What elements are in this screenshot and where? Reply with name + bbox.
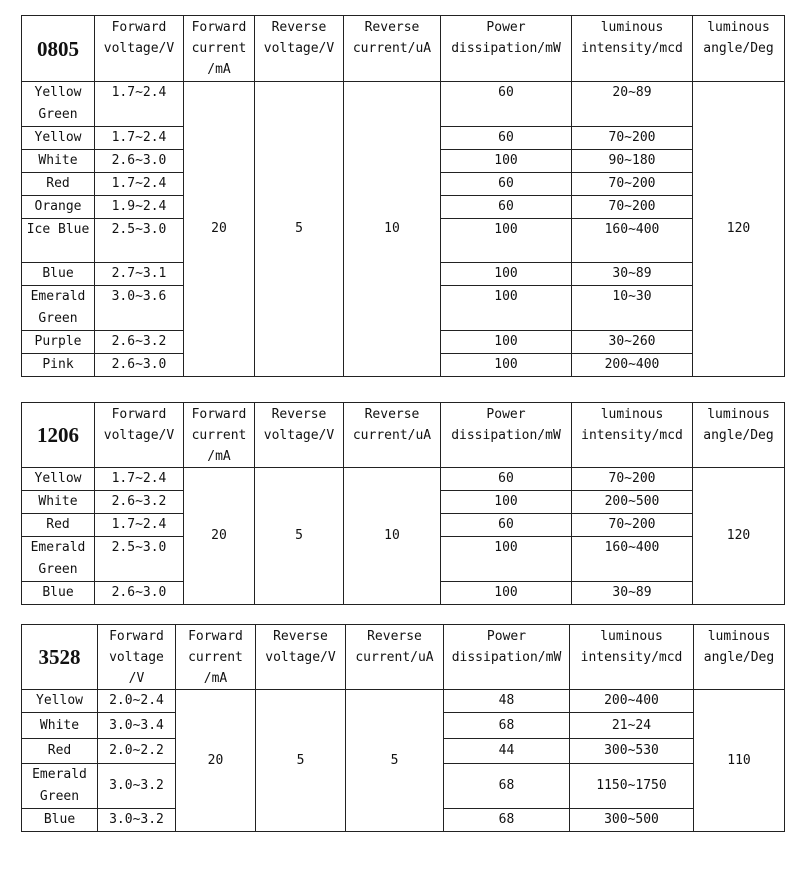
angle-cell: 110: [694, 690, 785, 832]
power-cell: 60: [441, 514, 572, 537]
header-luminous-intensity: luminous intensity/mcd: [572, 16, 693, 82]
intensity-cell: 30~260: [572, 331, 693, 354]
forward-voltage-cell: 2.6~3.0: [95, 150, 184, 173]
intensity-cell: 200~500: [572, 491, 693, 514]
power-cell: 60: [441, 196, 572, 219]
color-cell: Red: [22, 514, 95, 537]
power-cell: 60: [441, 82, 572, 127]
power-cell: 100: [441, 537, 572, 582]
header-forward-voltage: Forward voltage /V: [98, 625, 176, 690]
color-cell: Blue: [22, 582, 95, 605]
intensity-cell: 70~200: [572, 173, 693, 196]
header-forward-voltage: Forward voltage/V: [95, 403, 184, 468]
color-cell: Emerald Green: [22, 764, 98, 809]
power-cell: 44: [444, 739, 570, 764]
intensity-cell: 160~400: [572, 219, 693, 263]
model-label: 0805: [22, 16, 95, 82]
color-cell: Red: [22, 739, 98, 764]
header-forward-voltage: Forward voltage/V: [95, 16, 184, 82]
intensity-cell: 20~89: [572, 82, 693, 127]
intensity-cell: 90~180: [572, 150, 693, 173]
header-reverse-voltage: Reverse voltage/V: [256, 625, 346, 690]
power-cell: 100: [441, 263, 572, 286]
header-reverse-voltage: Reverse voltage/V: [255, 403, 344, 468]
intensity-cell: 30~89: [572, 263, 693, 286]
intensity-cell: 200~400: [572, 354, 693, 377]
forward-voltage-cell: 3.0~3.2: [98, 764, 176, 809]
header-power-dissipation: Power dissipation/mW: [444, 625, 570, 690]
header-reverse-current: Reverse current/uA: [346, 625, 444, 690]
power-cell: 48: [444, 690, 570, 713]
forward-current-cell: 20: [184, 82, 255, 377]
color-cell: White: [22, 150, 95, 173]
header-forward-current: Forward current /mA: [176, 625, 256, 690]
forward-current-cell: 20: [176, 690, 256, 832]
header-luminous-intensity: luminous intensity/mcd: [570, 625, 694, 690]
model-label: 3528: [22, 625, 98, 690]
color-cell: Emerald Green: [22, 537, 95, 582]
angle-cell: 120: [693, 468, 785, 605]
intensity-cell: 200~400: [570, 690, 694, 713]
intensity-cell: 30~89: [572, 582, 693, 605]
power-cell: 60: [441, 468, 572, 491]
power-cell: 100: [441, 286, 572, 331]
header-power-dissipation: Power dissipation/mW: [441, 16, 572, 82]
forward-voltage-cell: 2.6~3.2: [95, 331, 184, 354]
forward-voltage-cell: 2.6~3.0: [95, 354, 184, 377]
power-cell: 68: [444, 764, 570, 809]
header-reverse-voltage: Reverse voltage/V: [255, 16, 344, 82]
color-cell: Blue: [22, 809, 98, 832]
forward-voltage-cell: 2.0~2.2: [98, 739, 176, 764]
power-cell: 68: [444, 809, 570, 832]
header-luminous-angle: luminous angle/Deg: [693, 16, 785, 82]
color-cell: Yellow: [22, 468, 95, 491]
forward-voltage-cell: 2.6~3.0: [95, 582, 184, 605]
header-reverse-current: Reverse current/uA: [344, 16, 441, 82]
color-cell: Orange: [22, 196, 95, 219]
color-cell: Ice Blue: [22, 219, 95, 263]
intensity-cell: 10~30: [572, 286, 693, 331]
power-cell: 60: [441, 127, 572, 150]
forward-voltage-cell: 1.7~2.4: [95, 127, 184, 150]
header-row: [22, 403, 785, 468]
power-cell: 100: [441, 582, 572, 605]
table-row: [22, 468, 785, 491]
intensity-cell: 70~200: [572, 127, 693, 150]
header-forward-current: Forward current /mA: [184, 16, 255, 82]
spec-table-3528: [21, 624, 785, 832]
model-label: 1206: [22, 403, 95, 468]
header-power-dissipation: Power dissipation/mW: [441, 403, 572, 468]
reverse-current-cell: 10: [344, 468, 441, 605]
header-luminous-angle: luminous angle/Deg: [693, 403, 785, 468]
reverse-current-cell: 5: [346, 690, 444, 832]
angle-cell: 120: [693, 82, 785, 377]
power-cell: 100: [441, 354, 572, 377]
table-row: [22, 82, 785, 127]
forward-voltage-cell: 3.0~3.2: [98, 809, 176, 832]
table-row: [22, 690, 785, 713]
forward-voltage-cell: 2.5~3.0: [95, 537, 184, 582]
color-cell: Yellow: [22, 690, 98, 713]
spec-table-1206: [21, 402, 785, 605]
intensity-cell: 70~200: [572, 514, 693, 537]
header-reverse-current: Reverse current/uA: [344, 403, 441, 468]
color-cell: Purple: [22, 331, 95, 354]
color-cell: Yellow: [22, 127, 95, 150]
forward-voltage-cell: 3.0~3.6: [95, 286, 184, 331]
forward-voltage-cell: 2.5~3.0: [95, 219, 184, 263]
forward-voltage-cell: 1.7~2.4: [95, 468, 184, 491]
intensity-cell: 70~200: [572, 468, 693, 491]
color-cell: Red: [22, 173, 95, 196]
header-forward-current: Forward current /mA: [184, 403, 255, 468]
color-cell: Pink: [22, 354, 95, 377]
power-cell: 100: [441, 150, 572, 173]
intensity-cell: 1150~1750: [570, 764, 694, 809]
color-cell: White: [22, 713, 98, 739]
power-cell: 60: [441, 173, 572, 196]
forward-voltage-cell: 2.6~3.2: [95, 491, 184, 514]
header-row: [22, 625, 785, 690]
forward-voltage-cell: 1.7~2.4: [95, 82, 184, 127]
intensity-cell: 70~200: [572, 196, 693, 219]
color-cell: Yellow Green: [22, 82, 95, 127]
intensity-cell: 21~24: [570, 713, 694, 739]
header-row: [22, 16, 785, 82]
reverse-voltage-cell: 5: [256, 690, 346, 832]
power-cell: 100: [441, 491, 572, 514]
intensity-cell: 300~530: [570, 739, 694, 764]
power-cell: 68: [444, 713, 570, 739]
forward-voltage-cell: 3.0~3.4: [98, 713, 176, 739]
color-cell: Emerald Green: [22, 286, 95, 331]
header-luminous-angle: luminous angle/Deg: [694, 625, 785, 690]
power-cell: 100: [441, 331, 572, 354]
color-cell: Blue: [22, 263, 95, 286]
power-cell: 100: [441, 219, 572, 263]
intensity-cell: 160~400: [572, 537, 693, 582]
header-luminous-intensity: luminous intensity/mcd: [572, 403, 693, 468]
forward-voltage-cell: 1.7~2.4: [95, 173, 184, 196]
forward-voltage-cell: 2.0~2.4: [98, 690, 176, 713]
reverse-current-cell: 10: [344, 82, 441, 377]
forward-voltage-cell: 1.9~2.4: [95, 196, 184, 219]
reverse-voltage-cell: 5: [255, 468, 344, 605]
intensity-cell: 300~500: [570, 809, 694, 832]
forward-voltage-cell: 1.7~2.4: [95, 514, 184, 537]
forward-voltage-cell: 2.7~3.1: [95, 263, 184, 286]
color-cell: White: [22, 491, 95, 514]
reverse-voltage-cell: 5: [255, 82, 344, 377]
spec-table-0805: [21, 15, 785, 377]
forward-current-cell: 20: [184, 468, 255, 605]
